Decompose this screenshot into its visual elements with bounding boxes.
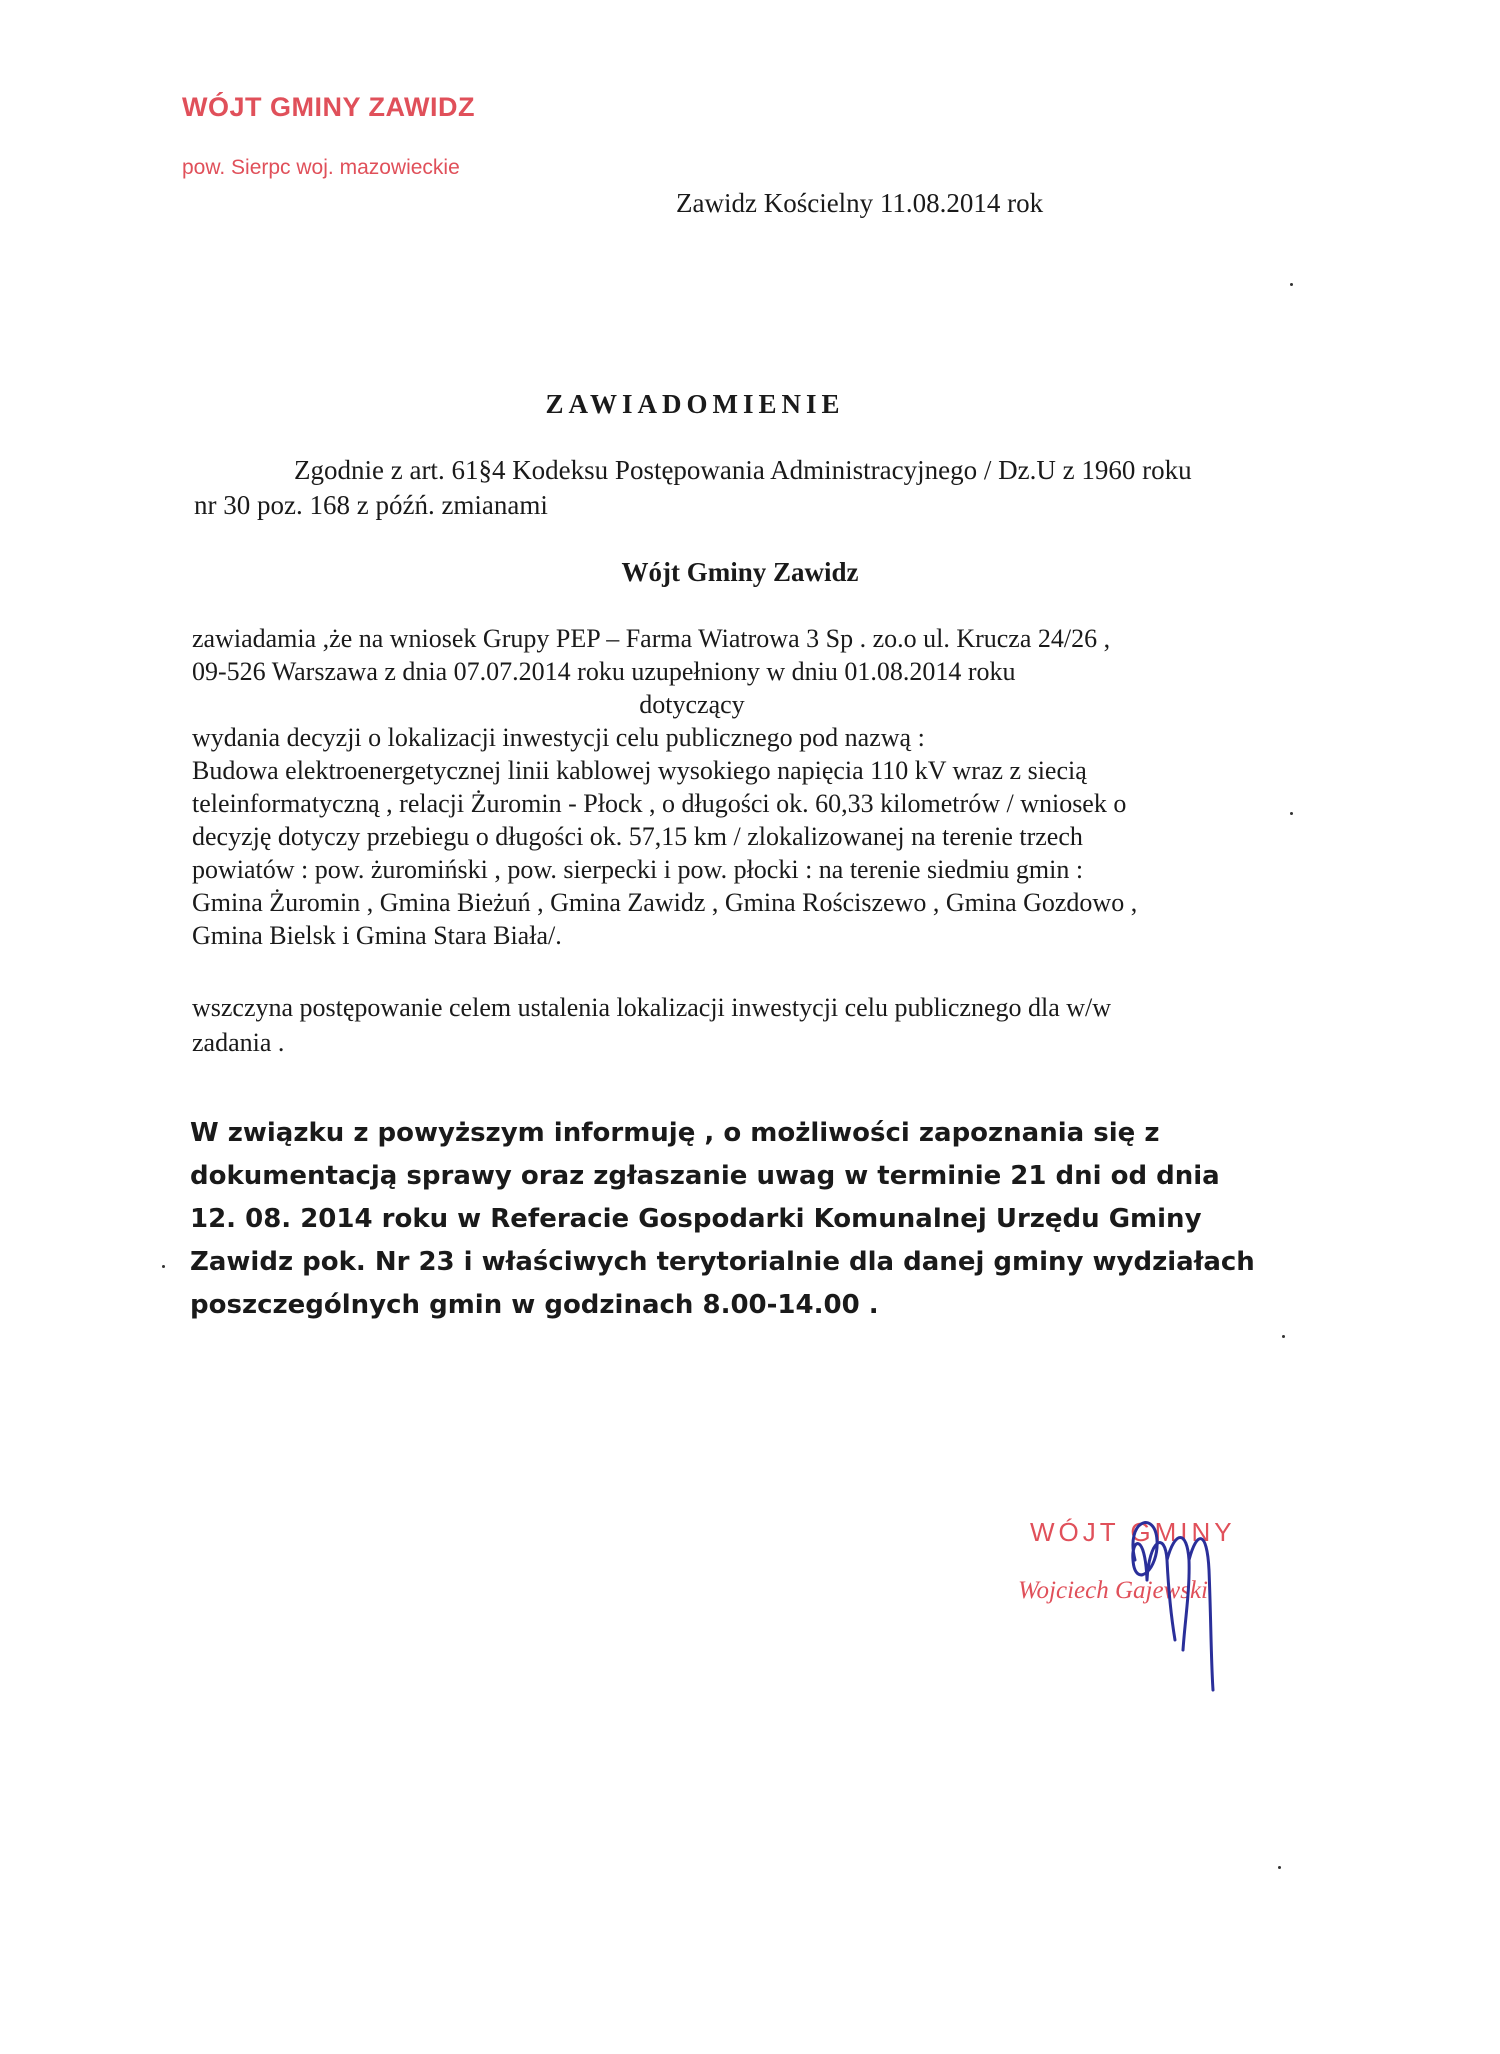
body-line: Gmina Żuromin , Gmina Bieżuń , Gmina Zawidz , Gmina Rościszewo , Gmina Gozdowo ,: [192, 888, 1138, 917]
scan-speck: [1290, 283, 1293, 286]
document-title: ZAWIADOMIENIE: [545, 389, 845, 419]
scan-speck: [1278, 1866, 1281, 1869]
body-line: zawiadamia ,że na wniosek Grupy PEP – Farma Wiatrowa 3 Sp . zo.o ul. Krucza 24/26 ,: [192, 624, 1111, 653]
body-line: wydania decyzji o lokalizacji inwestycji celu publicznego pod nazwą :: [192, 723, 925, 752]
body-line: Budowa elektroenergetycznej linii kablowej wysokiego napięcia 110 kV wraz z siecią: [192, 756, 1087, 785]
notice-line: 12. 08. 2014 roku w Referacie Gospodarki Komunalnej Urzędu Gminy: [190, 1204, 1202, 1234]
notice-line: Zawidz pok. Nr 23 i właściwych terytorialnie dla danej gminy wydziałach: [190, 1247, 1255, 1277]
statement-line: zadania .: [192, 1028, 285, 1057]
notification-body: [192, 622, 1332, 952]
body-line: teleinformatyczną , relacji Żuromin - Płock , o długości ok. 60,33 kilometrów / wniosek o: [192, 789, 1127, 818]
place-and-date: Zawidz Kościelny 11.08.2014 rok: [676, 188, 1044, 218]
consultation-notice: [190, 1112, 1340, 1327]
scan-speck: [1282, 1335, 1285, 1338]
body-line: Gmina Bielsk i Gmina Stara Biała/.: [192, 921, 562, 950]
body-line: 09-526 Warszawa z dnia 07.07.2014 roku uzupełniony w dniu 01.08.2014 roku: [192, 657, 1016, 686]
scan-speck: [1290, 812, 1293, 815]
letterhead-office: WÓJT GMINY ZAWIDZ: [182, 92, 475, 122]
letterhead-address: pow. Sierpc woj. mazowieckie: [182, 156, 460, 179]
body-line: dotyczący: [639, 690, 745, 719]
body-line: powiatów : pow. żuromiński , pow. sierpecki i pow. płocki : na terenie siedmiu gmin :: [192, 855, 1084, 884]
notice-line: poszczególnych gmin w godzinach 8.00-14.00 .: [190, 1290, 879, 1320]
stamp-name: Wojciech Gajewski: [1018, 1577, 1209, 1604]
notice-line: W związku z powyższym informuję , o możliwości zapoznania się z: [190, 1118, 1160, 1148]
proceedings-statement: [192, 990, 1332, 1060]
notice-line: dokumentacją sprawy oraz zgłaszanie uwag w terminie 21 dni od dnia: [190, 1161, 1220, 1191]
scan-speck: [162, 1265, 165, 1268]
legal-basis-line: nr 30 poz. 168 z późń. zmianami: [194, 490, 548, 520]
handwritten-signature: [1115, 1500, 1265, 1700]
body-line: decyzję dotyczy przebiegu o długości ok. 57,15 km / zlokalizowanej na terenie trzech: [192, 822, 1083, 851]
stamp-title: WÓJT GMINY: [1030, 1517, 1236, 1547]
authority-name: Wójt Gminy Zawidz: [621, 557, 859, 587]
statement-line: wszczyna postępowanie celem ustalenia lokalizacji inwestycji celu publicznego dla w/w: [192, 993, 1112, 1022]
legal-basis-line: Zgodnie z art. 61§4 Kodeksu Postępowania Administracyjnego / Dz.U z 1960 roku: [294, 455, 1192, 485]
legal-basis: [194, 453, 1329, 523]
